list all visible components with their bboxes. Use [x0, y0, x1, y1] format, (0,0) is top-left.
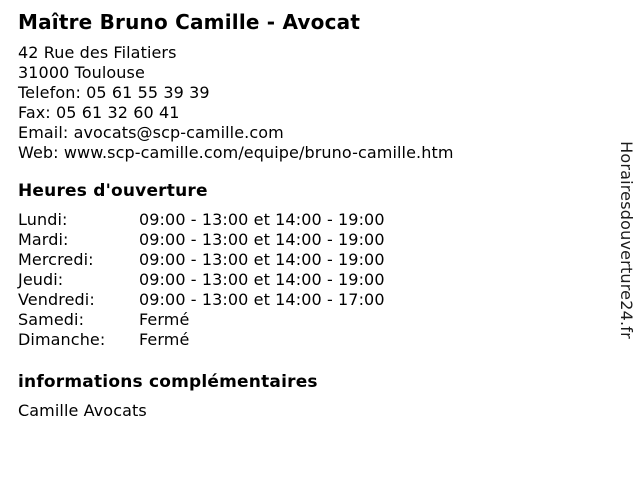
page-title: Maître Bruno Camille - Avocat — [18, 10, 361, 34]
hours-row-sunday — [18, 330, 578, 350]
site-branding-vertical-text: Horairesdouverture24.fr — [617, 141, 636, 339]
address-line-city: 31000 Toulouse — [18, 63, 145, 82]
fax-line: Fax: 05 61 32 60 41 — [18, 103, 180, 122]
email-line: Email: avocats@scp-camille.com — [18, 123, 284, 142]
day-times: 09:00 - 13:00 et 14:00 - 19:00 — [139, 250, 385, 269]
hours-row-monday — [18, 210, 578, 230]
day-times: 09:00 - 13:00 et 14:00 - 19:00 — [139, 210, 385, 229]
contact-block — [18, 43, 578, 163]
opening-hours-table — [18, 210, 578, 350]
hours-row-friday — [18, 290, 578, 310]
website-line: Web: www.scp-camille.com/equipe/bruno-camille.htm — [18, 143, 454, 162]
hours-row-tuesday — [18, 230, 578, 250]
opening-hours-heading: Heures d'ouverture — [18, 181, 208, 201]
address-line-street: 42 Rue des Filatiers — [18, 43, 177, 62]
day-times: 09:00 - 13:00 et 14:00 - 19:00 — [139, 230, 385, 249]
additional-info-text: Camille Avocats — [18, 401, 147, 420]
additional-info-heading: informations complémentaires — [18, 372, 318, 392]
day-label: Mardi: — [18, 230, 69, 249]
hours-row-wednesday — [18, 250, 578, 270]
day-label: Jeudi: — [18, 270, 64, 289]
day-label: Vendredi: — [18, 290, 95, 309]
phone-line: Telefon: 05 61 55 39 39 — [18, 83, 210, 102]
day-times: Fermé — [139, 330, 190, 349]
day-label: Lundi: — [18, 210, 68, 229]
day-times: Fermé — [139, 310, 190, 329]
day-times: 09:00 - 13:00 et 14:00 - 17:00 — [139, 290, 385, 309]
business-info-card — [18, 10, 578, 421]
day-label: Samedi: — [18, 310, 85, 329]
day-label: Dimanche: — [18, 330, 106, 349]
hours-row-saturday — [18, 310, 578, 330]
day-label: Mercredi: — [18, 250, 94, 269]
day-times: 09:00 - 13:00 et 14:00 - 19:00 — [139, 270, 385, 289]
hours-row-thursday — [18, 270, 578, 290]
